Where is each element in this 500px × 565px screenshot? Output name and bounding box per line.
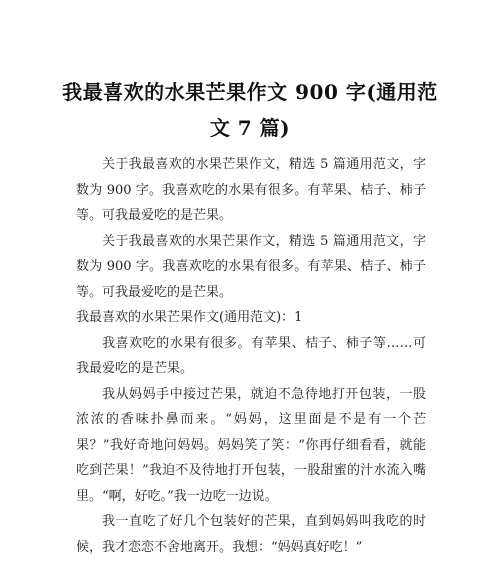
section-heading: 我最喜欢的水果芒果作文(通用范文)：1	[76, 310, 303, 325]
paragraph: 我喜欢吃的水果有很多。有苹果、桔子、柿子等……可我最爱吃的是芒果。	[76, 335, 426, 376]
document-title: 我最喜欢的水果芒果作文 900 字(通用范文 7 篇)	[62, 80, 438, 140]
paragraph: 我一直吃了好几个包装好的芒果，直到妈妈叫我吃的时候，我才恋恋不舍地离开。我想：“妈妈真好吃！”	[76, 514, 426, 555]
paragraph: 我从妈妈手中接过芒果，就迫不急待地打开包装，一股浓浓的香味扑鼻而来。“妈妈，这里面是不是有一个芒果？”我好奇地问妈妈。妈妈笑了笑：“你再仔细看看，就能吃到芒果！”我迫不及待地打开包装，一股甜蜜的汁水流入嘴里。“啊，好吃。”我一边吃一边说。	[76, 386, 426, 504]
paragraph: 关于我最喜欢的水果芒果作文，精选 5 篇通用范文，字数为 900 字。我喜欢吃的水果有很多。有苹果、桔子、柿子等。可我最爱吃的是芒果。	[76, 233, 426, 300]
document-body	[76, 152, 426, 560]
paragraph: 关于我最喜欢的水果芒果作文，精选 5 篇通用范文，字数为 900 字。我喜欢吃的水果有很多。有苹果、桔子、柿子等。可我最爱吃的是芒果。	[76, 157, 426, 223]
